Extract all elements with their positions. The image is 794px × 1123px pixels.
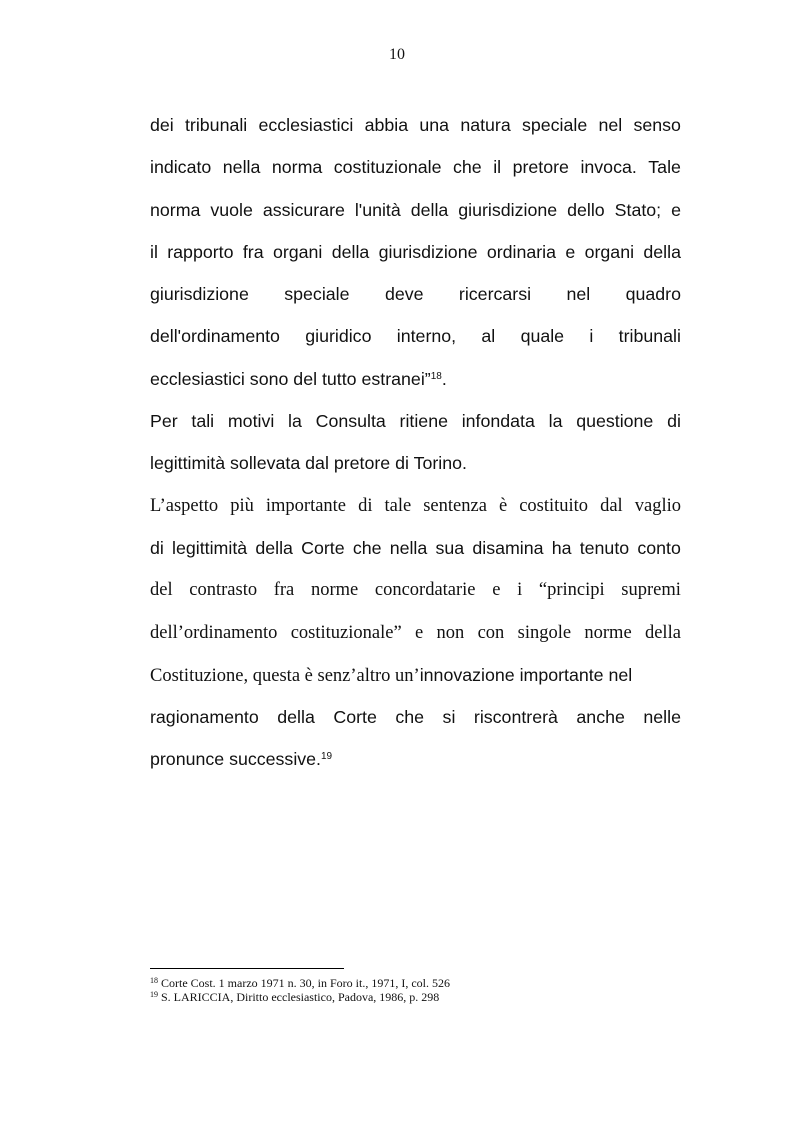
- word: ritiene: [399, 411, 448, 432]
- word: che: [453, 157, 482, 178]
- word: norme: [310, 580, 359, 601]
- word: che: [395, 707, 425, 728]
- page-number: 10: [389, 46, 405, 63]
- word: tale: [384, 495, 412, 516]
- word: Tale: [648, 157, 681, 178]
- word: natura: [460, 115, 511, 135]
- text-line: [150, 315, 681, 357]
- footnote-ref: 19: [321, 751, 333, 763]
- word: e: [565, 241, 576, 262]
- word: Stato;: [614, 199, 662, 220]
- word: costituito: [519, 495, 589, 516]
- footnote-text: Corte Cost. 1 marzo 1971 n. 30, in Foro it., 1971, I, col. 526: [161, 976, 450, 990]
- word: quale: [520, 326, 565, 347]
- word: organi: [584, 241, 635, 262]
- word: fra: [242, 241, 264, 262]
- text-line: [150, 654, 681, 696]
- text-line: [150, 569, 681, 611]
- word: invoca.: [580, 157, 637, 178]
- footnote: [150, 976, 690, 990]
- text-fragment: ecclesiastici sono del tutto estranei”: [150, 368, 431, 389]
- word: dello: [567, 199, 605, 220]
- word: anche: [576, 707, 625, 728]
- footnote-text: S. LARICCIA, Diritto ecclesiastico, Padova, 1986, p. 298: [161, 990, 440, 1004]
- text-line: [150, 273, 681, 315]
- footnote-number: 18: [150, 976, 158, 985]
- word: sua: [435, 537, 465, 558]
- word: “principi: [538, 580, 605, 601]
- word: nelle: [643, 707, 681, 728]
- word: questione: [576, 411, 654, 432]
- word: una: [419, 115, 450, 135]
- word: il: [150, 241, 158, 262]
- word: ordinaria: [486, 241, 557, 262]
- word: i: [517, 580, 523, 601]
- word: vaglio: [634, 495, 681, 516]
- text-fragment: Costituzione, questa è senz’altro un’: [150, 665, 420, 686]
- word: ha: [551, 537, 572, 558]
- word: dei: [150, 115, 174, 135]
- word: senso: [633, 115, 681, 135]
- word: e: [492, 580, 501, 601]
- word: nella: [222, 157, 261, 178]
- word: Consulta: [315, 411, 386, 432]
- word: ragionamento: [150, 707, 259, 728]
- word: abbia: [364, 115, 409, 135]
- word: l'unità: [354, 199, 401, 220]
- word: i: [589, 326, 594, 347]
- text-line: [150, 527, 681, 569]
- word: nel: [566, 284, 591, 305]
- word: giurisdizione: [458, 199, 558, 220]
- word: nel: [598, 115, 623, 135]
- word: della: [277, 707, 315, 728]
- footnote-separator: [150, 968, 344, 969]
- word: supremi: [621, 580, 681, 601]
- text-line: [150, 358, 681, 400]
- word: è: [498, 495, 508, 516]
- text-line: [150, 104, 681, 146]
- word: della: [643, 241, 681, 262]
- word: pretore: [512, 157, 569, 178]
- word: Corte: [333, 707, 377, 728]
- word: tenuto: [579, 537, 630, 558]
- body-text: [150, 104, 681, 781]
- word: non: [436, 622, 465, 643]
- text-line: [150, 400, 681, 442]
- word: della: [410, 199, 449, 220]
- word: concordatarie: [374, 580, 476, 601]
- word: più: [230, 495, 254, 516]
- text-fragment: .: [441, 368, 447, 389]
- word: L’aspetto: [150, 495, 219, 516]
- word: deve: [384, 284, 424, 305]
- word: della: [331, 241, 370, 262]
- footnote: [150, 990, 690, 1004]
- word: giuridico: [305, 326, 372, 347]
- word: di: [667, 411, 681, 432]
- text-line: [150, 146, 681, 188]
- word: sentenza: [423, 495, 487, 516]
- word: interno,: [396, 326, 457, 347]
- text-line: [150, 612, 681, 654]
- word: Per: [150, 411, 178, 432]
- word: del: [150, 580, 173, 601]
- word: della: [255, 537, 293, 558]
- text-line: [150, 738, 681, 780]
- word: al: [481, 326, 496, 347]
- word: nella: [389, 537, 428, 558]
- word: tali: [191, 411, 215, 432]
- word: con: [477, 622, 505, 643]
- word: contrasto: [189, 580, 258, 601]
- word: di: [358, 495, 373, 516]
- word: giurisdizione: [150, 284, 249, 305]
- word: dal: [600, 495, 623, 516]
- word: fra: [273, 580, 295, 601]
- word: speciale: [522, 115, 588, 135]
- word: di: [150, 537, 164, 558]
- word: tribunali: [618, 326, 681, 347]
- text-line: legittimità sollevata dal pretore di Torino.: [150, 453, 467, 474]
- word: quadro: [625, 284, 681, 305]
- word: il: [493, 157, 502, 178]
- word: ricercarsi: [458, 284, 532, 305]
- footnote-number: 19: [150, 990, 158, 999]
- text-fragment: innovazione importante nel: [419, 664, 633, 685]
- word: la: [548, 411, 563, 432]
- word: norma: [271, 157, 323, 178]
- word: organi: [272, 241, 323, 262]
- word: e: [671, 199, 681, 220]
- word: infondata: [461, 411, 535, 432]
- word: dell’ordinamento: [150, 622, 278, 643]
- word: che: [352, 537, 382, 558]
- word: costituzionale: [333, 157, 442, 178]
- word: Corte: [301, 537, 345, 558]
- text-line: [150, 696, 681, 738]
- word: costituzionale”: [290, 622, 402, 643]
- word: giurisdizione: [378, 241, 478, 262]
- text-line: [150, 189, 681, 231]
- footnote-ref: 18: [430, 370, 442, 382]
- word: conto: [637, 537, 681, 558]
- word: la: [288, 411, 302, 432]
- word: speciale: [284, 284, 350, 305]
- word: norma: [150, 199, 201, 220]
- word: vuole: [210, 199, 253, 220]
- word: rapporto: [167, 241, 234, 262]
- word: e: [415, 622, 424, 643]
- text-line: [150, 231, 681, 273]
- word: singole: [517, 622, 572, 643]
- word: indicato: [150, 157, 212, 178]
- word: dell'ordinamento: [150, 326, 280, 347]
- word: riscontrerà: [473, 707, 558, 728]
- word: ecclesiastici: [258, 115, 354, 135]
- word: assicurare: [262, 199, 345, 220]
- text-line: [150, 485, 681, 527]
- text-fragment: pronunce successive.: [150, 749, 321, 770]
- word: importante: [265, 495, 347, 516]
- word: legittimità: [172, 537, 248, 558]
- word: norme: [584, 622, 632, 643]
- word: disamina: [472, 537, 544, 558]
- word: della: [644, 622, 681, 643]
- word: si: [442, 707, 456, 728]
- footnotes: [150, 976, 690, 1004]
- word: tribunali: [184, 115, 248, 135]
- word: motivi: [227, 411, 275, 432]
